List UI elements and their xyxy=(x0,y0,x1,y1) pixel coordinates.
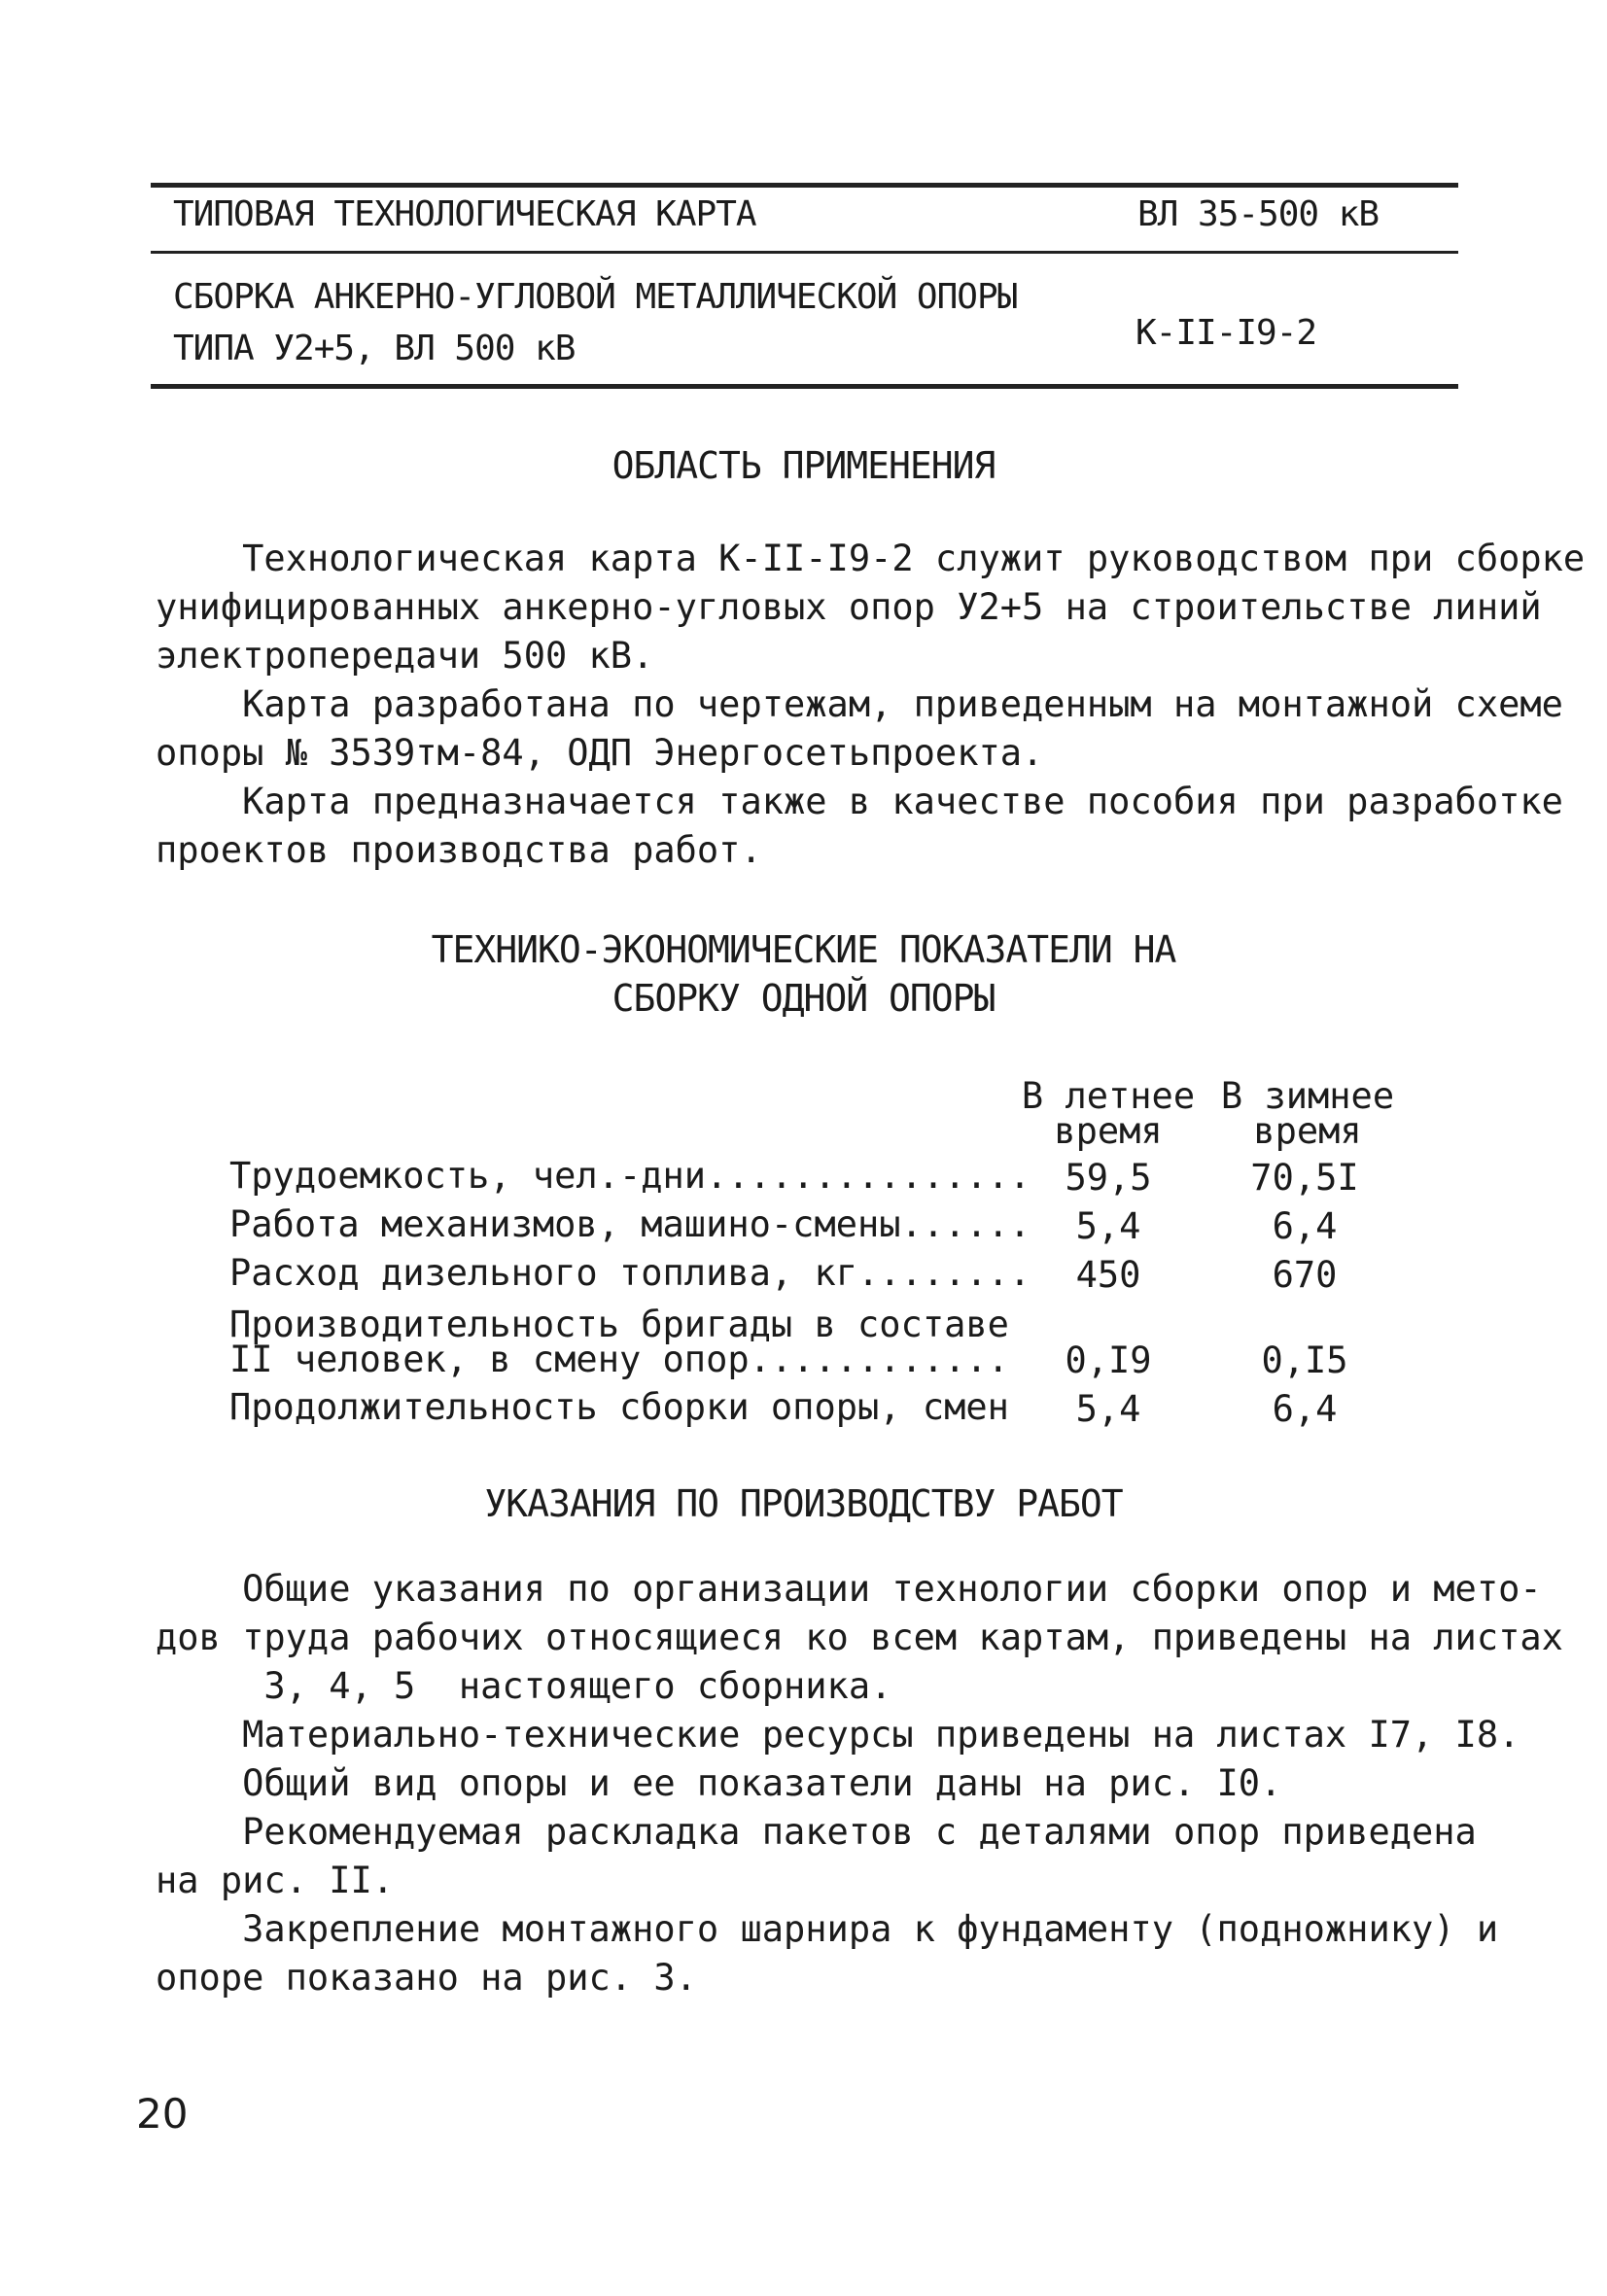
paragraph-line: Закрепление монтажного шарнира к фундаменту (подножнику) и xyxy=(156,1908,1499,1950)
summer-value: 59,5 xyxy=(1065,1157,1152,1199)
summer-value: 5,4 xyxy=(1075,1388,1141,1430)
winter-value: 6,4 xyxy=(1272,1205,1338,1247)
paragraph-line: Технологическая карта К-II-I9-2 служит руководством при сборке xyxy=(156,538,1586,579)
row-label: Производительность бригады в составе xyxy=(229,1304,1009,1345)
row-label: Продолжительность сборки опоры, смен xyxy=(229,1386,1009,1428)
winter-value: 670 xyxy=(1272,1254,1338,1296)
doc-type: ТИПОВАЯ ТЕХНОЛОГИЧЕСКАЯ КАРТА xyxy=(173,194,756,234)
page-number: 20 xyxy=(136,2090,189,2138)
row-label: Работа механизмов, машино-смены...... xyxy=(229,1203,1031,1245)
column-header-summer-line2: время xyxy=(1054,1110,1163,1152)
column-header-winter xyxy=(1210,1075,1405,1152)
column-header-summer-line1: В летнее xyxy=(1021,1075,1196,1117)
paragraph-line: опоры № 3539тм-84, ОДП Энергосетьпроекта. xyxy=(156,732,1044,774)
paragraph-line: 3, 4, 5 настоящего сборника. xyxy=(156,1665,892,1707)
doc-title-line2: ТИПА У2+5, ВЛ 500 кВ xyxy=(173,329,576,368)
doc-title-line1: СБОРКА АНКЕРНО-УГЛОВОЙ МЕТАЛЛИЧЕСКОЙ ОПОРЫ xyxy=(173,277,1018,317)
paragraph-line: Общие указания по организации технологии сборки опор и мето- xyxy=(156,1568,1542,1610)
section-heading-indicators-line2: СБОРКУ ОДНОЙ ОПОРЫ xyxy=(611,977,996,1020)
header-middle-rule xyxy=(151,251,1458,254)
summer-value: 5,4 xyxy=(1075,1205,1141,1247)
row-label-continued: II человек, в смену опор............ xyxy=(229,1339,1009,1380)
paragraph-line: дов труда рабочих относящиеся ко всем картам, приведены на листах xyxy=(156,1617,1563,1658)
winter-value: 6,4 xyxy=(1272,1388,1338,1430)
line-range: ВЛ 35-500 кВ xyxy=(1137,194,1380,234)
paragraph-line: Карта предназначается также в качестве пособия при разработке xyxy=(156,781,1563,822)
paragraph-line: унифицированных анкерно-угловых опор У2+5 на строительстве линий xyxy=(156,586,1542,628)
paragraph-line: опоре показано на рис. 3. xyxy=(156,1957,697,1999)
header-bottom-rule xyxy=(151,384,1458,389)
row-label: Трудоемкость, чел.-дни............... xyxy=(229,1155,1031,1197)
paragraph-line: электропередачи 500 кВ. xyxy=(156,635,654,677)
header-top-rule xyxy=(151,183,1458,188)
column-header-winter-line1: В зимнее xyxy=(1220,1075,1395,1117)
winter-value: 70,5I xyxy=(1250,1157,1359,1199)
column-header-winter-line2: время xyxy=(1253,1110,1362,1152)
doc-code: К-II-I9-2 xyxy=(1135,313,1317,353)
paragraph-line: проектов производства работ. xyxy=(156,829,762,871)
paragraph-line: Материально-технические ресурсы приведены на листах I7, I8. xyxy=(156,1714,1520,1756)
paragraph-line: Рекомендуемая раскладка пакетов с деталями опор приведена xyxy=(156,1811,1477,1853)
summer-value: 450 xyxy=(1075,1254,1141,1296)
paragraph-line: Общий вид опоры и ее показатели даны на рис. I0. xyxy=(156,1762,1282,1804)
section-heading-indicators: ТЕХНИКО-ЭКОНОМИЧЕСКИЕ ПОКАЗАТЕЛИ НА xyxy=(431,928,1176,971)
paragraph-line: Карта разработана по чертежам, приведенным на монтажной схеме xyxy=(156,683,1563,725)
paragraph-line: на рис. II. xyxy=(156,1860,395,1901)
section-heading-instructions: УКАЗАНИЯ ПО ПРОИЗВОДСТВУ РАБОТ xyxy=(484,1482,1123,1525)
section-heading-scope: ОБЛАСТЬ ПРИМЕНЕНИЯ xyxy=(611,444,996,487)
column-header-summer xyxy=(1011,1075,1205,1152)
row-label: Расход дизельного топлива, кг........ xyxy=(229,1252,1031,1294)
winter-value: 0,I5 xyxy=(1261,1339,1348,1381)
summer-value: 0,I9 xyxy=(1065,1339,1152,1381)
